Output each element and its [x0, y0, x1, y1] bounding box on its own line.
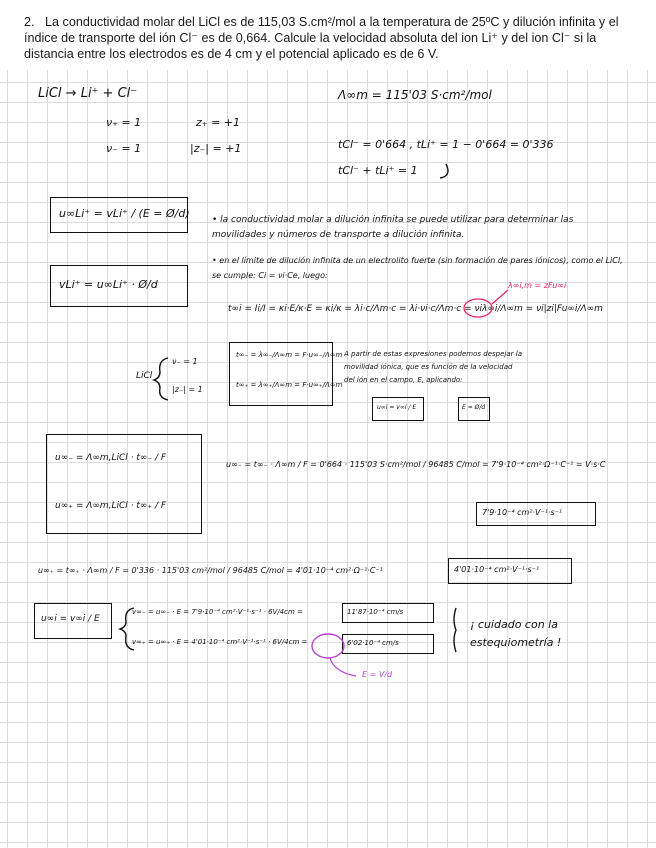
nu-minus: ν₋ = 1 — [106, 142, 142, 155]
side-note: A partir de estas expresiones podemos despejar la movilidad iónica, que es función de la velocidad del ión en el campo, E, aplicando: — [344, 350, 522, 384]
problem-number: 2. — [24, 15, 35, 29]
problem-text: La conductividad molar del LiCl es de 115,03 S.cm²/mol a la temperatura de 25ºC y dilución infinita y el índice de transporte del ión Cl⁻ es de 0,664. Calcule la velocidad absoluta del ion Li⁺ y del ion Cl⁻ si la distancia entre los electrodos es de 4 cm y el potencial aplicado es de 6 V. — [24, 15, 619, 61]
curved-arrow-icon — [440, 164, 448, 178]
velocity-box: u∞i = v∞i / E — [34, 603, 112, 639]
licl-nu: ν₋ = 1 — [172, 357, 198, 366]
bullet-1: • la conductividad molar a dilución infinita se puede utilizar para determinar las movilidades y números de transporte a dilución infinita. — [212, 215, 574, 240]
closing-note: ¡ cuidado con la estequiometría ! — [470, 618, 562, 649]
transport-sum: tCl⁻ + tLi⁺ = 1 — [338, 164, 418, 177]
box-u-minus: u∞₋ = Λ∞m,LiCl · t∞₋ / F — [55, 453, 167, 463]
v-plus: v∞₊ = u∞₊ · E = 4'01·10⁻⁴ cm²·V⁻¹·s⁻¹ · 6V/4cm = — [132, 638, 308, 646]
left-brace-icon — [154, 358, 168, 400]
e-note: E = V/d — [362, 670, 393, 679]
lambda-given: Λ∞m = 115'03 S·cm²/mol — [338, 88, 492, 102]
left-brace-icon — [120, 608, 134, 650]
mini-box-e: E = Ø/d — [458, 397, 490, 421]
dissociation-equation: LiCl → Li⁺ + Cl⁻ — [38, 86, 138, 101]
licl-z: |z₋| = 1 — [172, 385, 203, 394]
red-annotation: λ∞i,m = zFu∞i — [508, 281, 567, 290]
bullet-2: • en el límite de dilución infinita de un electrolito fuerte (sin formación de pares iónicos), como el LiCl, se cumple: Ci = νi·Ce, luego: — [212, 256, 623, 280]
result-u-minus: 7'9·10⁻⁴ cm²·V⁻¹·s⁻¹ — [482, 508, 563, 517]
purple-circle-icon — [312, 634, 344, 658]
nu-plus: ν₊ = 1 — [106, 116, 142, 129]
box-u-plus: u∞₊ = Λ∞m,LiCl · t∞₊ / F — [55, 501, 167, 511]
v-plus-result: 6'02·10⁻⁴ cm/s — [347, 639, 399, 647]
mobility-definition: u∞Li⁺ = vLi⁺ / (E = Ø/d) — [59, 207, 190, 220]
z-plus: z₊ = +1 — [196, 116, 241, 129]
result-u-plus: 4'01·10⁻⁴ cm²·V⁻¹·s⁻¹ — [454, 565, 540, 574]
red-circle-icon — [464, 299, 492, 317]
red-arrow-icon — [492, 290, 508, 304]
v-minus-result: 11'87·10⁻⁴ cm/s — [347, 608, 404, 616]
purple-arrow-icon — [330, 658, 356, 676]
mini-box-u: u∞i = v∞i / E — [372, 397, 424, 421]
eq-t-plus: t∞₊ = λ∞₊/Λ∞m = F·u∞₊/Λ∞m — [236, 381, 343, 389]
calc-u-plus: u∞₊ = t∞₊ · Λ∞m / F = 0'336 · 115'03 cm²/mol / 96485 C/mol = 4'01·10⁻⁴ cm²·Ω⁻¹·C⁻¹ — [38, 566, 383, 575]
eq-t-minus: t∞₋ = λ∞₋/Λ∞m = F·u∞₋/Λ∞m — [236, 351, 343, 359]
velocity-definition: vLi⁺ = u∞Li⁺ · Ø/d — [59, 278, 158, 291]
licl-label: LiCl — [136, 371, 153, 381]
v-minus: v∞₋ = u∞₋ · E = 7'9·10⁻⁴ cm²·V⁻¹·s⁻¹ · 6V/4cm = — [132, 608, 303, 616]
right-brace-icon — [454, 608, 456, 652]
transport-numbers: tCl⁻ = 0'664 , tLi⁺ = 1 − 0'664 = 0'336 — [338, 138, 554, 151]
z-minus: |z₋| = +1 — [190, 142, 242, 155]
transport-chain: t∞i = Ii/I = κi·E/κ·E = κi/κ = λi·c/Λm·c = λi·νi·c/Λm·c = νiλ∞i/Λ∞m = νi|zi|Fu∞i/Λ∞m — [228, 304, 603, 314]
calc-u-minus: u∞₋ = t∞₋ · Λ∞m / F = 0'664 · 115'03 S·cm²/mol / 96485 C/mol = 7'9·10⁻⁴ cm²·Ω⁻¹·C⁻¹ = V·s·C — [226, 460, 606, 469]
